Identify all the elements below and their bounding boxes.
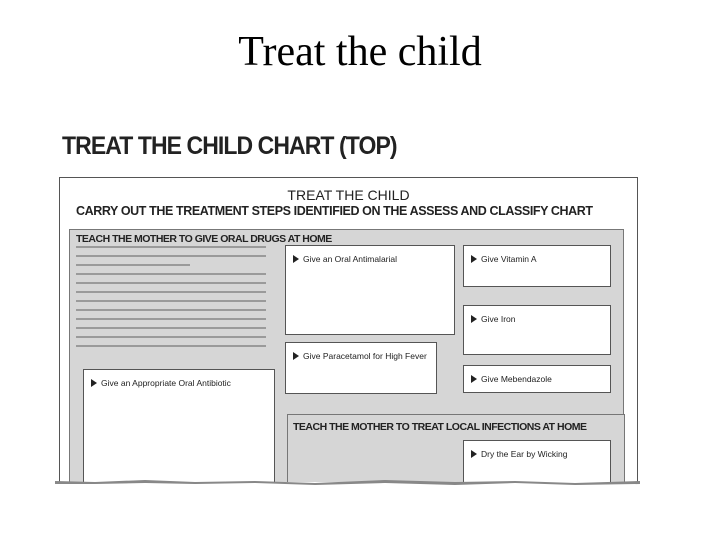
treat-child-chart bbox=[59, 177, 638, 482]
paracetamol-box bbox=[285, 342, 437, 394]
oral-antimalarial-box bbox=[285, 245, 455, 335]
arrow-icon bbox=[471, 450, 477, 458]
arrow-icon bbox=[293, 352, 299, 360]
oral-antibiotic-label: Give an Appropriate Oral Antibiotic bbox=[101, 378, 231, 388]
mebendazole-box bbox=[463, 365, 611, 393]
oral-antibiotic-box bbox=[83, 369, 275, 482]
oral-antimalarial-label: Give an Oral Antimalarial bbox=[303, 254, 398, 264]
torn-edge bbox=[55, 478, 640, 486]
instruction-text-lines bbox=[76, 246, 266, 354]
mebendazole-label: Give Mebendazole bbox=[481, 374, 552, 384]
oral-drugs-panel-title: TEACH THE MOTHER TO GIVE ORAL DRUGS AT HOME bbox=[76, 233, 332, 245]
dry-ear-box bbox=[463, 440, 611, 482]
arrow-icon bbox=[471, 255, 477, 263]
iron-box bbox=[463, 305, 611, 355]
chart-heading: TREAT THE CHILD CHART (TOP) bbox=[62, 132, 397, 160]
arrow-icon bbox=[293, 255, 299, 263]
vitamin-a-box bbox=[463, 245, 611, 287]
vitamin-a-label: Give Vitamin A bbox=[481, 254, 537, 264]
chart-header-subtitle: CARRY OUT THE TREATMENT STEPS IDENTIFIED ON THE ASSESS AND CLASSIFY CHART bbox=[76, 204, 593, 218]
iron-label: Give Iron bbox=[481, 314, 516, 324]
paracetamol-label: Give Paracetamol for High Fever bbox=[303, 351, 427, 361]
arrow-icon bbox=[471, 375, 477, 383]
local-infections-panel-title: TEACH THE MOTHER TO TREAT LOCAL INFECTIONS AT HOME bbox=[293, 421, 587, 433]
arrow-icon bbox=[471, 315, 477, 323]
chart-header-title: TREAT THE CHILD bbox=[287, 187, 410, 203]
dry-ear-label: Dry the Ear by Wicking bbox=[481, 449, 568, 459]
arrow-icon bbox=[91, 379, 97, 387]
slide-title: Treat the child bbox=[238, 29, 482, 75]
